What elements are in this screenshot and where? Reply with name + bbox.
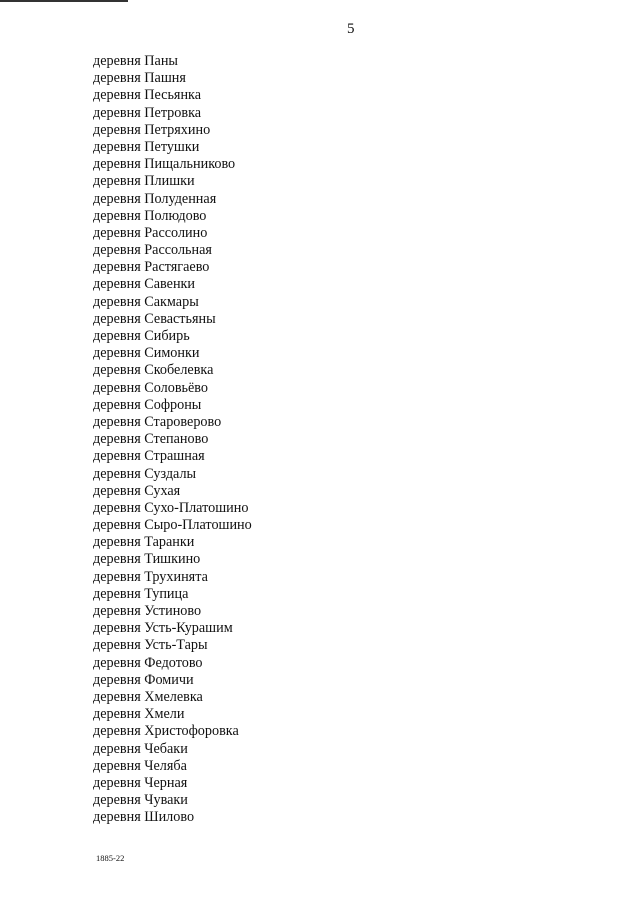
list-item: деревня Хмелевка xyxy=(93,688,203,705)
list-item: деревня Страшная xyxy=(93,448,205,465)
list-item: деревня Пищальниково xyxy=(93,156,236,173)
settlement-list xyxy=(93,53,252,826)
list-item: деревня Растягаево xyxy=(93,259,210,276)
top-border-line xyxy=(0,0,128,2)
list-item: деревня Рассольная xyxy=(93,242,212,259)
list-item: деревня Черная xyxy=(93,774,188,791)
list-item: деревня Полюдово xyxy=(93,207,207,224)
list-item: деревня Соловьёво xyxy=(93,379,208,396)
list-item: деревня Таранки xyxy=(93,534,195,551)
list-item: деревня Петушки xyxy=(93,138,200,155)
list-item: деревня Плишки xyxy=(93,173,195,190)
list-item: деревня Савенки xyxy=(93,276,196,293)
list-item: деревня Хмели xyxy=(93,706,185,723)
list-item: деревня Трухинята xyxy=(93,568,208,585)
list-item: деревня Чуваки xyxy=(93,792,188,809)
list-item: деревня Фомичи xyxy=(93,671,194,688)
list-item: деревня Песьянка xyxy=(93,87,202,104)
list-item: деревня Тупица xyxy=(93,585,189,602)
list-item: деревня Чебаки xyxy=(93,740,188,757)
list-item: деревня Севастьяны xyxy=(93,310,216,327)
list-item: деревня Скобелевка xyxy=(93,362,214,379)
list-item: деревня Усть-Курашим xyxy=(93,620,233,637)
list-item: деревня Пашня xyxy=(93,70,186,87)
list-item: деревня Челяба xyxy=(93,757,187,774)
list-item: деревня Тишкино xyxy=(93,551,201,568)
list-item: деревня Шилово xyxy=(93,809,195,826)
list-item: деревня Федотово xyxy=(93,654,203,671)
document-code: 1885-22 xyxy=(96,853,125,863)
page-number: 5 xyxy=(347,21,355,37)
list-item: деревня Сакмары xyxy=(93,293,199,310)
list-item: деревня Сухая xyxy=(93,482,181,499)
list-item: деревня Петряхино xyxy=(93,121,211,138)
list-item: деревня Христофоровка xyxy=(93,723,239,740)
list-item: деревня Староверово xyxy=(93,413,222,430)
list-item: деревня Петровка xyxy=(93,104,202,121)
list-item: деревня Паны xyxy=(93,53,178,69)
list-item: деревня Суздалы xyxy=(93,465,197,482)
list-item: деревня Софроны xyxy=(93,396,202,413)
list-item: деревня Симонки xyxy=(93,345,200,362)
list-item: деревня Степаново xyxy=(93,431,209,448)
list-item: деревня Сибирь xyxy=(93,328,190,344)
list-item: деревня Рассолино xyxy=(93,224,208,241)
list-item: деревня Устиново xyxy=(93,603,202,619)
list-item: деревня Сыро-Платошино xyxy=(93,517,252,534)
list-item: деревня Сухо-Платошино xyxy=(93,499,249,516)
list-item: деревня Усть-Тары xyxy=(93,637,208,654)
list-item: деревня Полуденная xyxy=(93,190,217,207)
